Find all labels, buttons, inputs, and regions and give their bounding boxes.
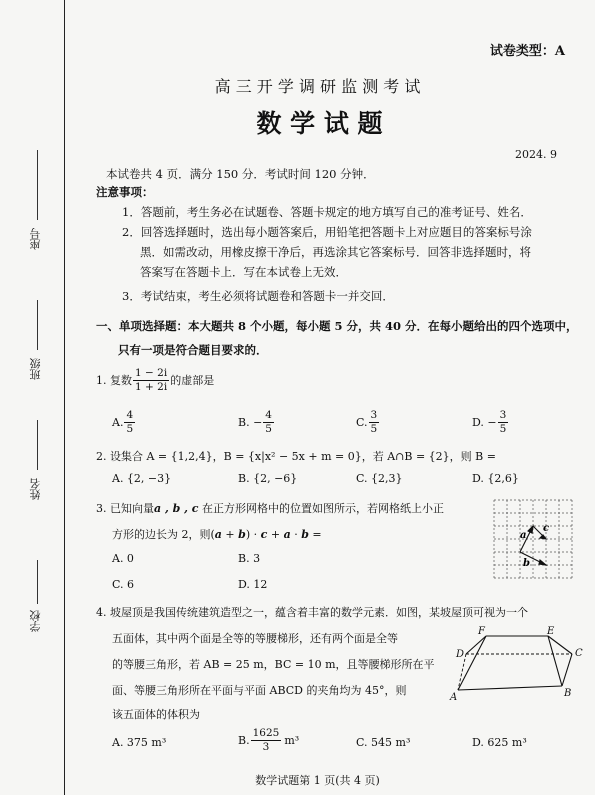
q4-stem-line5: 该五面体的体积为 (112, 708, 200, 721)
seat-no-label: 座号 (29, 228, 42, 250)
school-field (10, 560, 60, 670)
q2-option-c: C. {2,3} (356, 472, 403, 485)
q3-option-b: B. 3 (238, 552, 261, 565)
q4-stem-line1: 4. 坡屋顶是我国传统建筑造型之一，蕴含着丰富的数学元素．如图，某坡屋顶可视为一个 (96, 606, 528, 619)
q2-option-a: A. {2, −3} (112, 472, 172, 485)
q2-stem: 2. 设集合 A = {1,2,4}，B = {x|x² − 5x + m = 0}，若 A∩B = {2}，则 B = (96, 450, 496, 463)
fig-point-d: D (456, 649, 465, 660)
exam-date: 2024. 9 (515, 148, 557, 161)
class-field (10, 300, 60, 410)
q2-option-d: D. {2,6} (472, 472, 519, 485)
exam-name: 高 三 开 学 调 研 监 测 考 试 (214, 77, 421, 96)
q3-stem-line1: 3. 已知向量a , b , c 在正方形网格中的位置如图所示，若网格纸上小正 (96, 502, 444, 515)
notice-1: 1．答题前，考生务必在试题卷、答题卡规定的地方填写自己的准考证号、姓名． (122, 205, 532, 219)
q3-option-d: D. 12 (238, 578, 268, 591)
q1-option-b: B. − $\frac{4}{5}$ (238, 409, 272, 435)
q4-option-b: B. $\frac{1625}{3}$ m³ (238, 727, 300, 753)
name-label: 姓名 (29, 478, 42, 500)
q3-option-a: A. 0 (112, 552, 134, 565)
q4-roof-figure (448, 624, 588, 702)
q2-option-b: B. {2, −6} (238, 472, 298, 485)
section1-line1: 一、单项选择题：本大题共 8 个小题，每小题 5 分，共 40 分．在每小题给出的四个选项中， (96, 319, 578, 333)
q1-fraction: $\frac{1 - 2i}{1 + 2i}$ (135, 367, 168, 393)
q1-option-c: C. $\frac{3}{5}$ (356, 409, 378, 435)
intro-text: 本试卷共 4 页．满分 150 分．考试时间 120 分钟． (106, 167, 375, 181)
name-field (10, 420, 60, 530)
q4-stem-line3: 的等腰三角形，若 AB = 25 m，BC = 10 m，且等腰梯形所在平 (112, 658, 435, 671)
school-label: 学校 (29, 610, 42, 632)
fig-point-a: A (450, 692, 458, 702)
q4-stem-line2: 五面体，其中两个面是全等的等腰梯形，还有两个面是全等 (112, 632, 398, 645)
page-footer: 数学试题第 1 页(共 4 页) (255, 774, 380, 787)
q4-stem-line4: 面、等腰三角形所在平面与平面 ABCD 的夹角均为 45°，则 (112, 684, 407, 697)
class-label: 班级 (29, 358, 42, 380)
q1-option-a: A. $\frac{4}{5}$ (112, 409, 134, 435)
paper-type: 试卷类型：A (489, 44, 565, 59)
q3-stem-line2: 方形的边长为 2，则(a + b) · c + a · b = (112, 528, 322, 541)
q4-option-a: A. 375 m³ (112, 736, 167, 749)
q4-option-c: C. 545 m³ (356, 736, 411, 749)
notice-heading: 注意事项： (96, 185, 154, 199)
fig-label-b: b (523, 558, 530, 569)
q3-vector-grid-figure (492, 498, 576, 580)
notice-2-line1: 2．回答选择题时，选出每小题答案后，用铅笔把答题卡上对应题目的答案标号涂 (122, 225, 532, 239)
fig-point-e: E (547, 626, 555, 637)
subject-title: 数 学 试 题 (256, 109, 383, 138)
fig-point-b: B (564, 688, 572, 699)
fig-point-c: C (575, 648, 583, 659)
q3-option-c: C. 6 (112, 578, 135, 591)
notice-2-line2: 黑．如需改动，用橡皮擦干净后，再选涂其它答案标号．回答非选择题时，将 (140, 245, 531, 259)
section1-line2: 只有一项是符合题目要求的． (118, 343, 268, 357)
fig-label-c: c (543, 523, 550, 534)
seat-no-field (10, 150, 60, 270)
notice-3: 3．考试结束，考生必须将试题卷和答题卡一并交回． (122, 289, 394, 303)
q4-option-d: D. 625 m³ (472, 736, 527, 749)
fig-point-f: F (478, 626, 485, 637)
q1-stem: 1. 复数 $\frac{1 - 2i}{1 + 2i}$ 的虚部是 (96, 367, 215, 393)
q1-option-d: D. − $\frac{3}{5}$ (472, 409, 507, 435)
fig-label-a: a (520, 530, 527, 541)
notice-2-line3: 答案写在答题卡上．写在本试卷上无效． (140, 265, 347, 279)
